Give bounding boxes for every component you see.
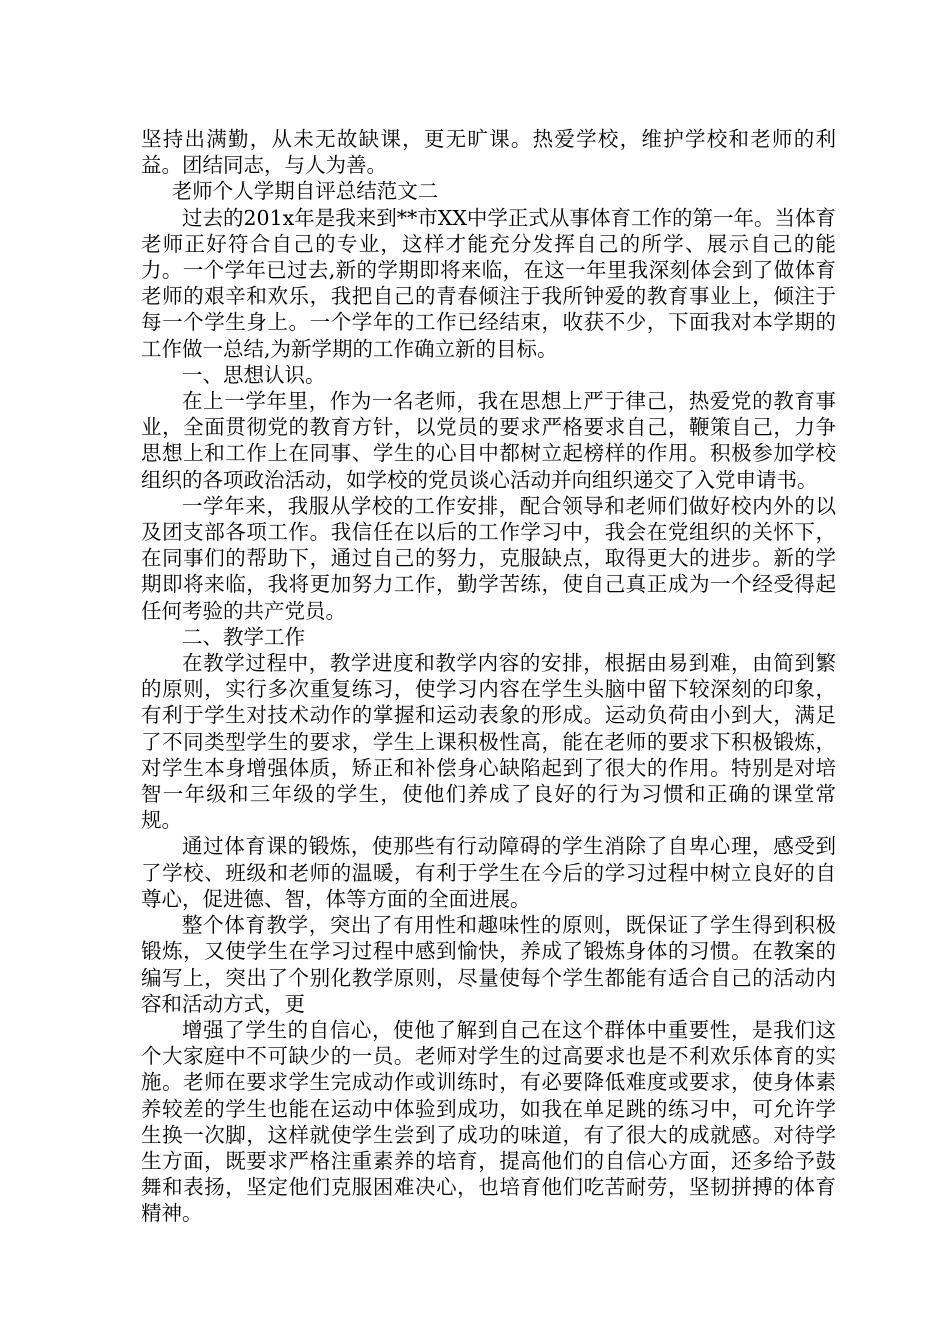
paragraph-intro: 过去的201x年是我来到**市XX中学正式从事体育工作的第一年。当体育老师正好符合自己的专业，这样才能充分发挥自己的所学、展示自己的能力。一个学年已过去,新的学期即将来临，在这一年里我深刻体会到了做体育老师的艰辛和欢乐，我把自己的青春倾注于我所钟爱的教育事业上，倾注于每一个学生身上。一个学年的工作已经结束，收获不少，下面我对本学期的工作做一总结,为新学期的工作确立新的目标。 xyxy=(141,205,836,361)
paragraph-teaching-2: 通过体育课的锻炼，使那些有行动障碍的学生消除了自卑心理，感受到了学校、班级和老师的温暖，有利于学生在今后的学习过程中树立良好的自尊心，促进德、智，体等方面的全面进展。 xyxy=(141,834,836,911)
paragraph-teaching-1: 在教学过程中，教学进度和教学内容的安排，根据由易到难，由简到繁的原则，实行多次重复练习，使学习内容在学生头脑中留下较深刻的印象，有利于学生对技术动作的掌握和运动表象的形成。运动负荷由小到大，满足了不同类型学生的要求，学生上课积极性高，能在老师的要求下积极锻炼，对学生本身增强体质，矫正和补偿身心缺陷起到了很大的作用。特别是对培智一年级和三年级的学生，使他们养成了良好的行为习惯和正确的课堂常规。 xyxy=(141,651,836,833)
paragraph-teaching-3: 整个体育教学，突出了有用性和趣味性的原则，既保证了学生得到积极锻炼，又使学生在学习过程中感到愉快，养成了锻炼身体的习惯。在教案的编写上，突出了个别化教学原则，尽量使每个学生都能有适合自己的活动内容和活动方式，更 xyxy=(141,913,836,1016)
paragraph-continuation: 坚持出满勤，从未无故缺课，更无旷课。热爱学校，维护学校和老师的利益。团结同志，与人为善。 xyxy=(141,127,836,178)
paragraph-ideology-1: 在上一学年里，作为一名老师，我在思想上严于律己，热爱党的教育事业，全面贯彻党的教育方针，以党员的要求严格要求自己，鞭策自己，力争思想上和工作上在同事、学生的心目中都树立起榜样的作用。积极参加学校组织的各项政治活动，如学校的党员谈心活动并向组织递交了入党申请书。 xyxy=(141,389,836,492)
section-title: 老师个人学期自评总结范文二 xyxy=(171,179,439,204)
heading-teaching: 二、教学工作 xyxy=(182,624,305,649)
heading-ideology: 一、思想认识。 xyxy=(182,362,326,387)
document-page xyxy=(141,126,836,1227)
paragraph-ideology-2: 一学年来，我服从学校的工作安排，配合领导和老师们做好校内外的以及团支部各项工作。我信任在以后的工作学习中，我会在党组织的关怀下，在同事们的帮助下，通过自己的努力，克服缺点，取得更大的进步。新的学期即将来临，我将更加努力工作，勤学苦练，使自己真正成为一个经受得起任何考验的共产党员。 xyxy=(141,493,836,623)
paragraph-teaching-4: 增强了学生的自信心，使他了解到自己在这个群体中重要性，是我们这个大家庭中不可缺少的一员。老师对学生的过高要求也是不利欢乐体育的实施。老师在要求学生完成动作或训练时，有必要降低难度或要求，使身体素养较差的学生也能在运动中体验到成功，如我在单足跳的练习中，可允许学生换一次脚，这样就使学生尝到了成功的味道，有了很大的成就感。对待学生方面，既要求严格注重素养的培育，提高他们的自信心方面，还多给予鼓舞和表扬，坚定他们克服困难决心，也培育他们吃苦耐劳，坚韧拼搏的体育精神。 xyxy=(141,1017,836,1226)
